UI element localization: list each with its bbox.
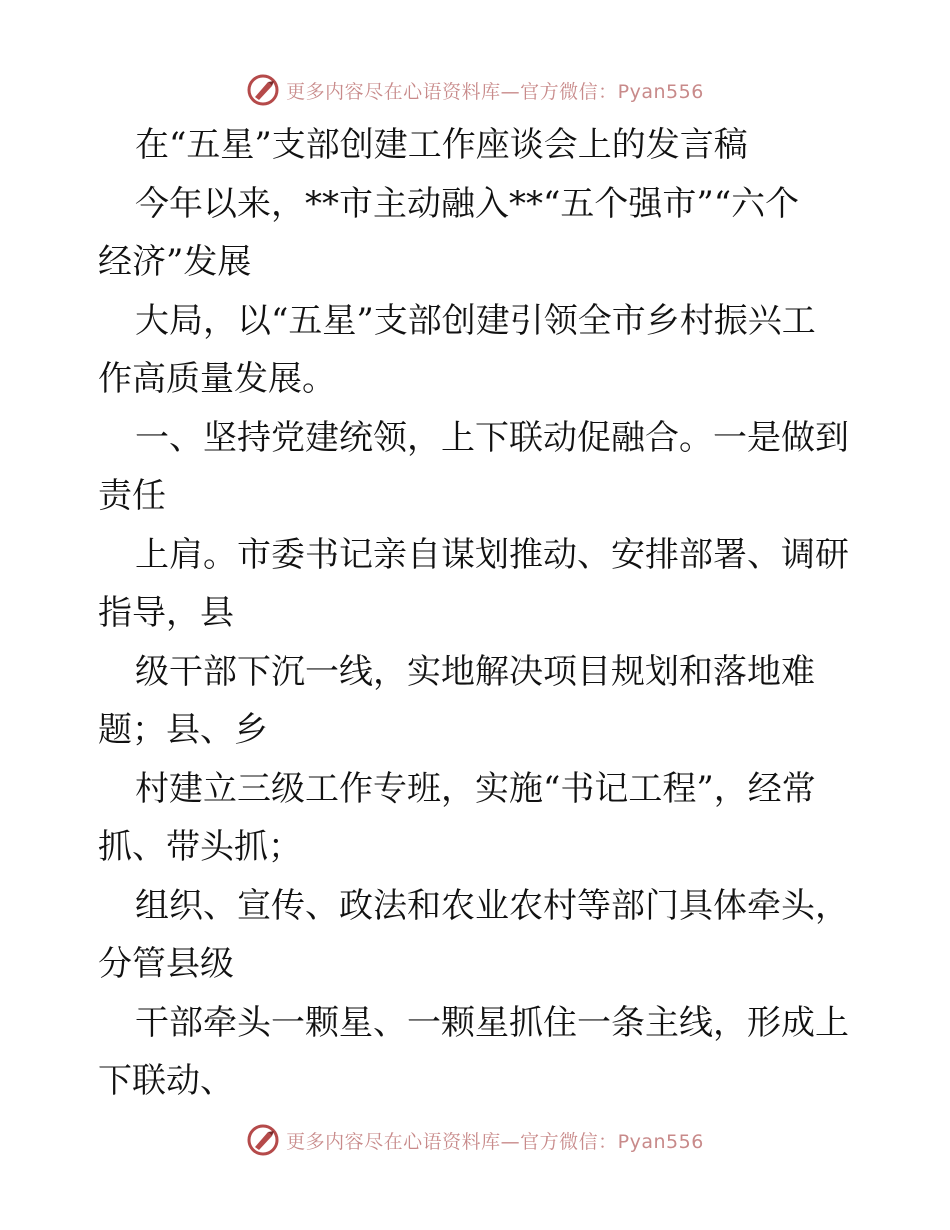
paragraph-line: 作高质量发展。 (98, 359, 336, 399)
footer-banner (0, 1118, 950, 1162)
logo-icon (246, 73, 280, 107)
paragraph-line: 大局，以“五星”支部创建引领全市乡村振兴工 (135, 300, 816, 341)
document-lines (98, 175, 858, 1111)
header-banner-text: 更多内容尽在心语资料库—官方微信：Pyan556 (286, 80, 704, 103)
paragraph-line: 分管县级 (98, 944, 234, 984)
paragraph-line: 经济”发展 (98, 242, 252, 282)
paragraph-line: 抓、带头抓； (98, 827, 302, 867)
header-banner (0, 68, 950, 112)
paragraph-line: 今年以来，**市主动融入**“五个强市”“六个 (135, 183, 800, 224)
paragraph-line: 干部牵头一颗星、一颗星抓住一条主线，形成上 (135, 1002, 849, 1043)
paragraph-line: 村建立三级工作专班，实施“书记工程”，经常 (135, 768, 816, 809)
paragraph-line: 指导，县 (98, 593, 234, 633)
document-body (98, 116, 858, 1111)
paragraph-line: 下联动、 (98, 1061, 234, 1101)
document-title: 在“五星”支部创建工作座谈会上的发言稿 (135, 125, 748, 165)
paragraph-line: 责任 (98, 476, 166, 516)
paragraph-line: 题；县、乡 (98, 710, 268, 750)
paragraph-line: 组织、宣传、政法和农业农村等部门具体牵头， (135, 885, 849, 926)
footer-banner-text: 更多内容尽在心语资料库—官方微信：Pyan556 (286, 1130, 704, 1153)
paragraph-line: 上肩。市委书记亲自谋划推动、安排部署、调研 (135, 534, 849, 575)
paragraph-line: 一、坚持党建统领，上下联动促融合。一是做到 (135, 417, 849, 458)
paragraph-line: 级干部下沉一线，实地解决项目规划和落地难 (135, 651, 815, 692)
logo-icon (246, 1123, 280, 1157)
